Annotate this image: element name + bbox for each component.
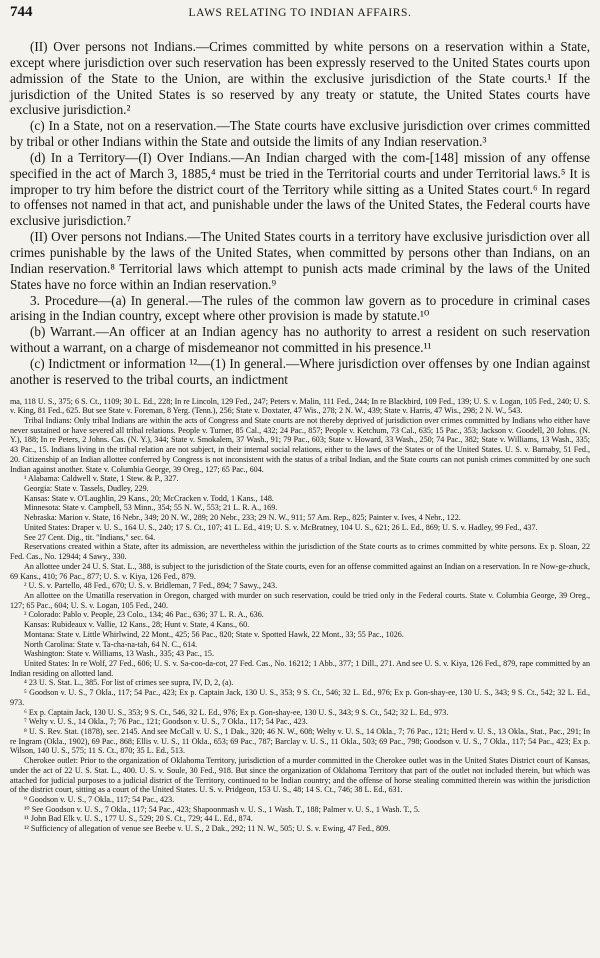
page-number: 744	[10, 4, 33, 20]
paragraph-in-a-state-not-reservation: (c) In a State, not on a reservation.—The State courts have exclusive jurisdiction over crimes committed by tribal or other Indians within the State and outside the limits of any Indian reservation.³	[10, 118, 590, 150]
footnote-3: ³ Colorado: Pablo v. People, 23 Colo., 134; 46 Pac., 636; 37 L. R. A., 636.	[24, 610, 264, 620]
footnote-6: ⁶ Ex p. Captain Jack, 130 U. S., 353; 9 S. Ct., 546, 32 L. Ed., 976; Ex p. Gon-shay-ee, 130 U. S., 343; 9 S. Ct., 542; 32 L. Ed., 973.	[24, 707, 449, 717]
paragraph-over-persons-not-indians-state: (II) Over persons not Indians.—Crimes committed by white persons on a reservation within a State, except where jurisdiction over such reservation has been expressly reserved to the United States courts upon admission of the State to the Union, are within the exclusive jurisdiction of the State courts.¹ If the jurisdiction of the United States is so reserved by any treaty or statute, the United States courts have exclusive jurisdiction.²	[10, 39, 590, 118]
footnote-5: ⁵ Goodson v. U. S., 7 Okla., 117; 54 Pac., 423; Ex p. Captain Jack, 130 U. S., 353; 9 S. Ct., 546; 32 L. Ed., 976; Ex p. Gon-shay-ee, 130 U. S., 343; 9 S. Ct., 542; 32 L. Ed., 973.	[10, 688, 590, 707]
footnote-4: ⁴ 23 U. S. Stat. L., 385. For list of crimes see supra, IV, D, 2, (a).	[24, 678, 234, 688]
paragraph-indictment-or-information: (c) Indictment or information ¹²—(1) In general.—Where jurisdiction over offenses by one Indian against another is reserved to the tribal courts, an indictment	[10, 355, 590, 387]
main-text	[10, 39, 590, 388]
footnote-1-minnesota: Minnesota: State v. Campbell, 53 Minn., 354; 55 N. W., 553; 21 L. R. A., 169.	[24, 503, 278, 513]
paragraph-procedure-in-general: 3. Procedure—(a) In general.—The rules of the common law govern as to procedure in criminal cases arising in the Indian country, except where other provision is made by statute.¹⁰	[10, 292, 590, 324]
running-title: LAWS RELATING TO INDIAN AFFAIRS.	[188, 7, 412, 19]
paragraph-in-a-territory-over-indians: (d) In a Territory—(I) Over Indians.—An Indian charged with the com-[148] mission of any offense specified in the act of March 3, 1885,⁴ must be tried in the Territorial courts and under Territorial laws.⁵ It is improper to try him before the district court of the Territory while sitting as a United States court.⁶ In regard to offenses not named in that act, and punishable under the laws of the United States, the Federal courts have exclusive jurisdiction.⁷	[10, 149, 590, 229]
footnote-3-washington: Washington: State v. Williams, 13 Wash., 335; 43 Pac., 15.	[24, 649, 214, 659]
footnote-10: ¹⁰ See Goodson v. U. S., 7 Okla., 117; 54 Pac., 423; Shapoonmash v. U. S., 1 Wash. T., 188; Palmer v. U. S., 1 Wash. T., 5.	[24, 804, 420, 814]
footnote-12: ¹² Sufficiency of allegation of venue see Beebe v. U. S., 2 Dak., 292; 11 N. W., 505; U. S. v. Ewing, 47 Fed., 809.	[24, 824, 391, 834]
footnote-3-montana: Montana: State v. Little Whirlwind, 22 Mont., 425; 56 Pac., 820; State v. Spotted Hawk, 22 Mont., 33; 55 Pac., 1026.	[24, 629, 404, 639]
footnote-8-cherokee-outlet: Cherokee outlet: Prior to the organization of Oklahoma Territory, jurisdiction of a murder committed in the Cherokee outlet was in the United States District court of Kansas, under the act of 22 U. S. Stat. L., 400. U. S. v. Soule, 30 Fed., 918. But since the organization of Oklahoma Territory that part of the outlet not included therein, but which was attached for judicial purposes to a judicial district of the Territory, continued to be Indian country; and the offense of horse stealing committed therein was within the jurisdiction of the district court, sitting as a court of the United States. U. S. v. Pridgeon, 153 U. S., 48; 14 S. Ct., 746; 38 L. Ed., 631.	[10, 756, 590, 795]
paragraph-over-persons-not-indians-territory: (II) Over persons not Indians.—The United States courts in a territory have exclusive jurisdiction over all crimes punishable by the laws of the United States, when committed by persons other than Indians, on an Indian reservation.⁸ Territorial laws which attempt to punish acts made criminal by the laws of the United States have no force within an Indian reservation.⁹	[10, 229, 590, 292]
footnote-9: ⁹ Goodson v. U. S., 7 Okla., 117; 54 Pac., 423.	[24, 795, 175, 805]
footnotes	[10, 397, 590, 834]
footnote-1-united-states: United States: Draper v. U. S., 164 U. S., 240; 17 S. Ct., 107; 41 L. Ed., 419; U. S. v. McBratney, 104 U. S., 621; 26 L. Ed., 869; U. S. v. Hadley, 99 Fed., 437.	[24, 522, 538, 532]
footnote-3-united-states: United States: In re Wolf, 27 Fed., 606; U. S. v. Sa-coo-da-cot, 27 Fed. Cas., No. 16212; 1 Abb., 377; 1 Dill., 271. And see U. S. v. Kiya, 126 Fed., 879, rape committed by an Indian residing on allotted land.	[10, 658, 590, 678]
page-header	[10, 4, 590, 26]
footnote-tribal-indians: Tribal Indians: Only tribal Indians are within the acts of Congress and State courts are not thereby deprived of jurisdiction over crimes committed by Indians who either have never sustained or have severed all tribal relations. People v. Turner, 85 Cal., 432; 24 Pac., 857; People v. Ketchum, 73 Cal., 635; 15 Pac., 353; Jackson v. Goodell, 20 Johns. (N. Y.), 188; In re Peters, 2 Johns. Cas. (N. Y.), 344; State v. Smokalem, 37 Wash., 91; 79 Pac., 603; State v. Howard, 33 Wash., 250; 74 Pac., 382; State v. Williams, 13 Wash., 335; 43 Pac., 15. Indians living in the tribal relation are not subject, in their internal social relations, either to the laws of the States or of the United States. U. S. v. Barnaby, 51 Fed., 20. Citizenship of an Indian allottee conferred by Congress is not inconsistent with the status of a tribal Indian, and the State courts can not punish crimes committed by one such Indian against another. State v. Columbia George, 39 Oreg., 127; 65 Pac., 604.	[10, 416, 590, 474]
footnote-1-allottee: An allottee under 24 U. S. Stat. L., 388, is subject to the jurisdiction of the State courts, even for an offense committed against an Indian on a reservation. In re Now-ge-zhuck, 69 Kans., 410; 76 Pac., 877; U. S. v. Kiya, 126 Fed., 879.	[10, 561, 590, 581]
footnote-7: ⁷ Welty v. U. S., 14 Okla., 7; 76 Pac., 121; Goodson v. U. S., 7 Okla., 117; 54 Pac., 423.	[24, 717, 308, 727]
footnote-1: ¹ Alabama: Caldwell v. State, 1 Stew. & P., 327.	[24, 474, 179, 484]
footnote-3-kansas: Kansas: Rubideaux v. Vallie, 12 Kans., 28; Hunt v. State, 4 Kans., 60.	[24, 620, 250, 630]
footnote-1-reservations: Reservations created within a State, after its admission, are nevertheless within the jurisdiction of the State courts as to crimes committed by white persons. Ex p. Sloan, 22 Fed. Cas., No. 12944; 4 Sawy., 330.	[10, 542, 590, 562]
paragraph-warrant: (b) Warrant.—An officer at an Indian agency has no authority to arrest a resident on such reservation without a warrant, on a charge of misdemeanor not committed in his presence.¹¹	[10, 324, 590, 356]
footnote-3-north-carolina: North Carolina: State v. Ta-cha-na-tah, 64 N. C., 614.	[24, 639, 198, 649]
footnote-11: ¹¹ John Bad Elk v. U. S., 177 U. S., 529; 20 S. Ct., 729; 44 L. Ed., 874.	[24, 814, 253, 824]
footnote-1-see-digest: See 27 Cent. Dig., tit. "Indians," sec. 64.	[24, 532, 156, 542]
footnote-1-kansas: Kansas: State v. O'Laughlin, 29 Kans., 20; McCracken v. Todd, 1 Kans., 148.	[24, 493, 274, 503]
footnote-1-nebraska: Nebraska: Marion v. State, 16 Nebr., 349; 20 N. W., 289; 20 Nebr., 233; 29 N. W., 911; 57 Am. Rep., 825; Painter v. Ives, 4 Nebr., 122.	[24, 513, 461, 523]
footnote-continuation: ma, 118 U. S., 375; 6 S. Ct., 1109; 30 L. Ed., 228; In re Lincoln, 129 Fed., 247; Peters v. Malin, 111 Fed., 244; In re Blackbird, 109 Fed., 139; U. S. v. Logan, 105 Fed., 240; U. S. v. King, 81 Fed., 625. But see State v. Foreman, 8 Yerg. (Tenn.), 256; State v. Doxtater, 47 Wis., 278; 2 N. W., 439; State v. Harris, 47 Wis., 298; 2 N. W., 543.	[10, 396, 590, 416]
footnote-8: ⁸ U. S. Rev. Stat. (1878), sec. 2145. And see McCall v. U. S., 1 Dak., 320; 46 N. W., 608; Welty v. U. S., 14 Okla., 7; 76 Pac., 121; Herd v. U. S., 13 Okla., Stat., Pac., 291; In re Ingram (Okla., 1902), 69 Pac., 868; Ellis v. U. S., 11 Okla., 653; 69 Pac., 787; Barclay v. U. S., 11 Okla., 503; 69 Pac., 798; Goodson v. U. S., 7 Okla., 117; 54 Pac., 423; Ex p. Wilson, 140 U. S., 575; 11 S. Ct., 870; 35 L. Ed., 513.	[10, 727, 590, 756]
footnote-1-georgia: Georgia: State v. Tassels, Dudley, 229.	[24, 484, 149, 494]
footnote-2-umatilla: An allottee on the Umatilla reservation in Oregon, charged with murder on such reservation, could be tried only in the Federal courts. State v. Columbia George, 39 Oreg., 127; 65 Pac., 604; U. S. v. Logan, 105 Fed., 240.	[10, 590, 590, 610]
footnote-2: ² U. S. v. Partello, 48 Fed., 670; U. S. v. Bridleman, 7 Fed., 894; 7 Sawy., 243.	[24, 581, 278, 591]
